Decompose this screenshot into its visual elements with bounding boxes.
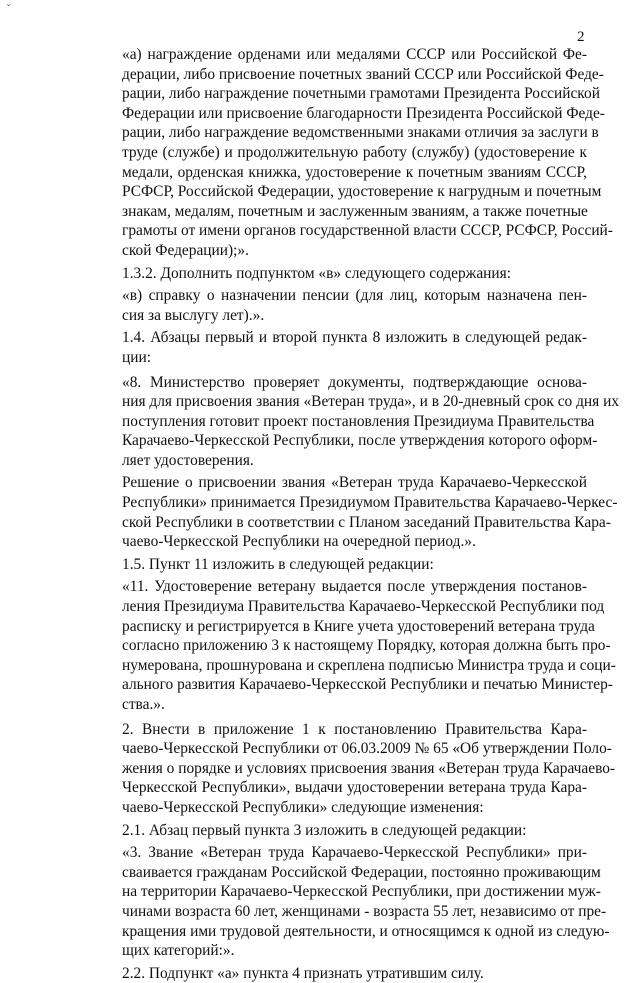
text-line: кращения ими трудовой деятельности, и относящимся к одной из следую-: [122, 922, 610, 940]
scan-corner-mark: ˇ: [6, 4, 11, 15]
text-line: ального развития Карачаево-Черкесской Республики и печатью Министер-: [122, 676, 613, 694]
paragraph-2-1: [87, 821, 587, 841]
text-line: грамоты от имени органов государственной власти СССР, РСФСР, Россий-: [122, 222, 613, 240]
text-line: сия за выслугу лет).».: [122, 306, 265, 324]
paragraph-pension-certificate: [87, 286, 587, 325]
paragraph-decision: [87, 473, 618, 551]
text-line: рации, либо награждение почетными грамотами Президента Российской: [122, 85, 600, 103]
text-line: на территории Карачаево-Черкесской Республики, при достижении муж-: [122, 883, 601, 901]
text-line: ния для присвоения звания «Ветеран труда», и в 20-дневный срок со дня их: [122, 393, 620, 411]
document-body: [87, 45, 620, 983]
text-line: сваивается гражданам Российской Федерации, постоянно проживающим: [122, 863, 601, 881]
text-line: поступления готовит проект постановления Президиума Правительства: [122, 412, 595, 430]
text-line: «11. Удостоверение ветерану выдается после утверждения постанов-: [122, 578, 587, 596]
text-line: чаево-Черкесской Республики от 06.03.2009 № 65 «Об утверждении Поло-: [122, 740, 612, 758]
paragraph-item-11: [87, 577, 616, 714]
page-number: 2: [577, 29, 585, 45]
text-line: медали, орденская книжка, удостоверение к почетным званиям СССР,: [122, 163, 587, 181]
text-line: 2.2. Подпункт «а» пункта 4 признать утратившим силу.: [122, 964, 484, 982]
text-line: Федерации или присвоение благодарности Президента Российской Феде-: [122, 104, 605, 122]
text-line: рации, либо награждение ведомственными знаками отличия за заслуги в: [122, 124, 599, 142]
text-line: Решение о присвоении звания «Ветеран труда Карачаево-Черкесской: [122, 474, 587, 492]
text-line: ства.».: [122, 696, 165, 713]
text-line: знакам, медалям, почетным и заслуженным званиям, а также почетные: [122, 202, 588, 220]
paragraph-1-4: [87, 328, 587, 367]
text-line: «3. Звание «Ветеран труда Карачаево-Черкесской Республики» при-: [122, 844, 587, 862]
text-line: 2.1. Абзац первый пункта 3 изложить в следующей редакции:: [122, 821, 527, 839]
text-line: расписку и регистрируется в Книге учета удостоверений ветерана труда: [122, 617, 595, 635]
text-line: ления Президиума Правительства Карачаево-Черкесской Республики под: [122, 598, 605, 616]
paragraph-1-5: [87, 555, 587, 575]
text-line: труде (службе) и продолжительную работу (службу) (удостоверение к: [122, 143, 587, 161]
text-line: ции:: [122, 348, 151, 366]
text-line: жения о порядке и условиях присвоения звания «Ветеран труда Карачаево-: [122, 759, 616, 777]
text-line: Карачаево-Черкесской Республики, после утверждения которого оформ-: [122, 432, 598, 450]
text-line: дерации, либо присвоение почетных званий СССР или Российской Феде-: [122, 65, 604, 83]
text-line: чинами возраста 60 лет, женщинами - возраста 55 лет, независимо от пре-: [122, 902, 607, 920]
text-line: 1.4. Абзацы первый и второй пункта 8 изложить в следующей редак-: [122, 329, 587, 347]
text-line: «а) награждение орденами или медалями СССР или Российской Фе-: [122, 46, 587, 63]
text-line: нумерована, прошнурована и скреплена подписью Министра труда и соци-: [122, 656, 616, 674]
text-line: 1.3.2. Дополнить подпунктом «в» следующего содержания:: [122, 264, 511, 282]
text-line: щих категорий:».: [122, 942, 235, 960]
text-line: ской Республики в соответствии с Планом заседаний Правительства Кара-: [122, 513, 611, 531]
paragraph-2-2: [87, 964, 587, 983]
text-line: Черкесской Республики», выдачи удостоверении ветерана труда Кара-: [122, 779, 587, 797]
text-line: чаево-Черкесской Республики на очередной период.».: [122, 533, 476, 551]
text-line: РСФСР, Российской Федерации, удостоверение к нагрудным и почетным: [122, 183, 602, 201]
text-line: Республики» принимается Президиумом Правительства Карачаево-Черкес-: [122, 494, 618, 512]
paragraph-2: [87, 720, 616, 818]
paragraph-1-3-2: [87, 264, 587, 284]
text-line: 1.5. Пункт 11 изложить в следующей редакции:: [122, 555, 434, 573]
text-line: чаево-Черкесской Республики» следующие изменения:: [122, 798, 484, 816]
text-line: ской Федерации);».: [122, 241, 249, 259]
text-line: 2. Внести в приложение 1 к постановлению Правительства Кара-: [122, 720, 587, 738]
text-line: «в) справку о назначении пенсии (для лиц, которым назначена пен-: [122, 287, 587, 305]
text-line: согласно приложению 3 к настоящему Порядку, которая должна быть про-: [122, 637, 611, 655]
paragraph-award-list: [87, 45, 613, 261]
text-line: «8. Министерство проверяет документы, подтверждающие основа-: [122, 373, 587, 391]
paragraph-item-3: [87, 843, 610, 961]
paragraph-item-8: [87, 373, 620, 471]
text-line: ляет удостоверения.: [122, 451, 254, 469]
